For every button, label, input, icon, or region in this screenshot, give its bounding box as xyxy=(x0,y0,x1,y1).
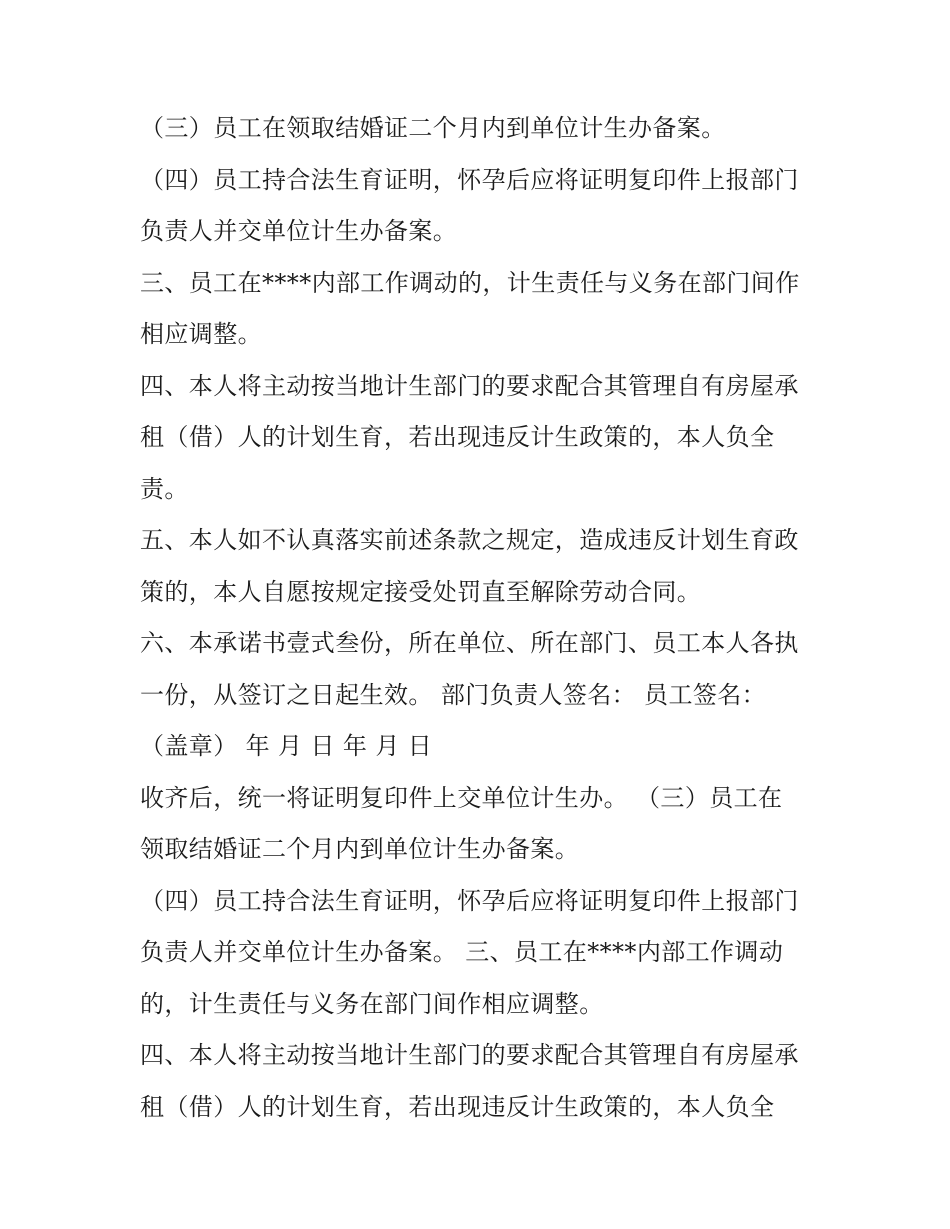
text-line: （三）员工在领取结婚证二个月内到单位计生办备案。 xyxy=(140,114,726,142)
text-line: 负责人并交单位计生办备案。 三、员工在****内部工作调动 xyxy=(140,938,784,966)
text-line: 的，计生责任与义务在部门间作相应调整。 xyxy=(140,989,604,1018)
text-line: 四、本人将主动按当地计生部门的要求配合其管理自有房屋承 xyxy=(140,1041,799,1069)
text-line: 收齐后，统一将证明复印件上交单位计生办。 （三）员工在 xyxy=(140,783,783,812)
text-line: 策的，本人自愿按规定接受处罚直至解除劳动合同。 xyxy=(140,577,702,606)
text-line: 三、员工在****内部工作调动的，计生责任与义务在部门间作 xyxy=(140,268,800,297)
text-line: 六、本承诺书壹式叁份，所在单位、所在部门、员工本人各执 xyxy=(140,629,799,657)
text-line: 责。 xyxy=(140,474,189,503)
text-line: 租（借）人的计划生育，若出现违反计生政策的，本人负全 xyxy=(140,423,775,451)
text-line: 相应调整。 xyxy=(140,320,262,348)
text-line: 四、本人将主动按当地计生部门的要求配合其管理自有房屋承 xyxy=(140,371,799,400)
text-line: （四）员工持合法生育证明，怀孕后应将证明复印件上报部门 xyxy=(140,886,799,915)
document-body xyxy=(140,103,820,1133)
text-line: （四）员工持合法生育证明，怀孕后应将证明复印件上报部门 xyxy=(140,165,799,194)
text-line: 五、本人如不认真落实前述条款之规定，造成违反计划生育政 xyxy=(140,526,799,554)
text-line: （盖章） 年 月 日 年 月 日 xyxy=(140,732,433,760)
text-line: 领取结婚证二个月内到单位计生办备案。 xyxy=(140,835,580,863)
text-line: 负责人并交单位计生办备案。 xyxy=(140,217,458,245)
text-line: 租（借）人的计划生育，若出现违反计生政策的，本人负全 xyxy=(140,1092,775,1121)
text-line: 一份，从签订之日起生效。 部门负责人签名： 员工签名： xyxy=(140,680,767,709)
